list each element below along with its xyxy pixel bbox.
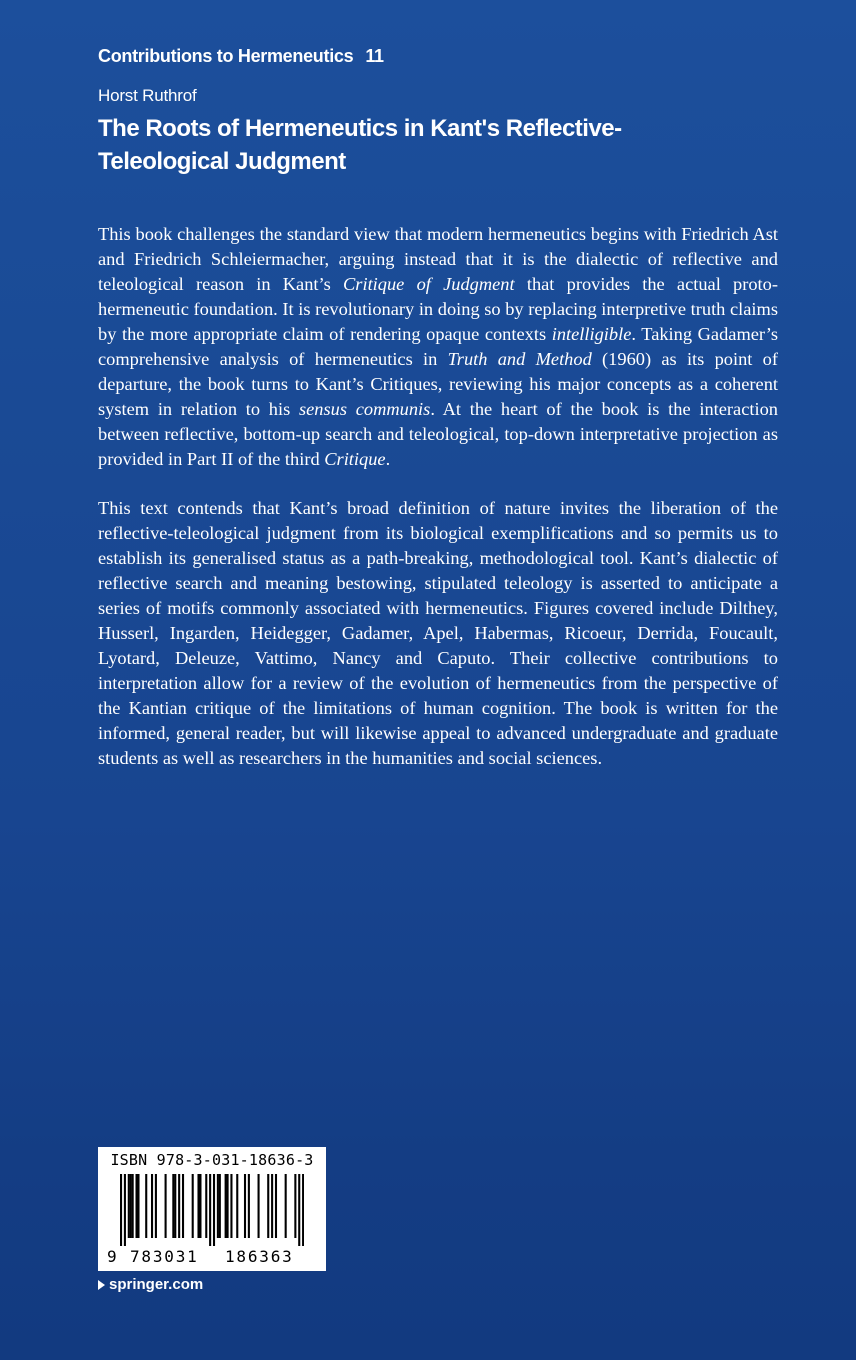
blurb-text: . [385, 449, 391, 469]
barcode-bar [145, 1174, 147, 1238]
barcode-bar [128, 1174, 130, 1238]
series-number: 11 [365, 46, 384, 66]
barcode-bar [130, 1174, 132, 1238]
barcode-bar [225, 1174, 227, 1238]
author-name: Horst Ruthrof [98, 86, 197, 105]
barcode-bar [197, 1174, 199, 1238]
barcode-bar [182, 1174, 184, 1238]
blurb-text: This book challenges the standard view that modern hermeneutics begins with Friedrich Ast and Friedrich Schleiermacher, arguing instead that it is the dialectic of reflective and teleological reason in Kant’s [98, 224, 778, 294]
barcode-bar [267, 1174, 269, 1238]
barcode-bar [135, 1174, 137, 1238]
barcode-bar [151, 1174, 153, 1238]
blurb-italic: sensus communis [298, 399, 431, 419]
series-title [98, 46, 384, 67]
barcode-guard-bar [209, 1174, 211, 1246]
ean-right-digits: 186363 [225, 1247, 294, 1266]
barcode-bar [227, 1174, 229, 1238]
publisher-link[interactable] [98, 1276, 203, 1293]
barcode-bar [219, 1174, 221, 1238]
barcode-bar [217, 1174, 219, 1238]
blurb-text: (1960) as its point of departure, the book turns to Kant’s Critiques, reviewing his major concepts as a coherent system in relation to his [98, 349, 778, 419]
publisher-website: springer.com [109, 1276, 204, 1293]
blurb-text: that provides the actual proto-hermeneutic foundation. It is revolutionary in doing so by replacing interpretive truth claims by the more appropriate claim of rendering opaque contexts [98, 274, 778, 344]
barcode-bar [205, 1174, 207, 1238]
barcode-bar [199, 1174, 201, 1238]
blurb-italic: Critique [324, 449, 386, 469]
arrow-right-icon [98, 1280, 105, 1290]
barcode-bar [172, 1174, 174, 1238]
barcode-bar [275, 1174, 277, 1238]
blurb-paragraph-2: This text contends that Kant’s broad definition of nature invites the liberation of the reflective-teleological judgment from its biological exemplifications and so permits us to establish its generalised status as a path-breaking, methodological tool. Kant’s dialectic of reflective search and meaning bestowing, stipulated teleology is asserted to anticipate a series of motifs commonly associated with hermeneutics. Figures covered include Dilthey, Husserl, Ingarden, Heidegger, Gadamer, Apel, Habermas, Ricoeur, Derrida, Foucault, Lyotard, Deleuze, Vattimo, Nancy and Caputo. Their collective contributions to interpretation allow for a review of the evolution of hermeneutics from the perspective of the Kantian critique of the limitations of human cognition. The book is written for the informed, general reader, but will likewise appeal to advanced undergraduate and graduate students as well as researchers in the humanities and social sciences. [98, 498, 778, 768]
barcode-bar [165, 1174, 167, 1238]
barcode-bar [230, 1174, 232, 1238]
blurb-text: . At the heart of the book is the interaction between reflective, bottom-up search and teleological, top-down interpretative projection as provided in Part II of the third [98, 399, 778, 469]
barcode-bar [244, 1174, 246, 1238]
series-name: Contributions to Hermeneutics [98, 46, 354, 66]
barcode-bar [192, 1174, 194, 1238]
barcode-bars [120, 1174, 304, 1246]
ean-first-digit: 9 [107, 1247, 117, 1266]
barcode-guard-bar [302, 1174, 304, 1246]
barcode-bar [248, 1174, 250, 1238]
barcode-bar [258, 1174, 260, 1238]
isbn-barcode [98, 1147, 326, 1271]
barcode-bar [236, 1174, 238, 1238]
barcode-guard-bar [298, 1174, 300, 1246]
barcode-bar [178, 1174, 180, 1238]
barcode-bar [132, 1174, 134, 1238]
barcode-guard-bar [213, 1174, 215, 1246]
blurb-paragraph-1 [98, 222, 778, 472]
barcode-bar [294, 1174, 296, 1238]
barcode-bar [285, 1174, 287, 1238]
book-title: The Roots of Hermeneutics in Kant's Reflective-Teleological Judgment [98, 115, 622, 175]
blurb-italic: intelligible [551, 324, 632, 344]
barcode-guard-bar [124, 1174, 126, 1246]
blurb-italic: Critique of Judgment [343, 274, 515, 294]
barcode-bar [155, 1174, 157, 1238]
barcode-bar [174, 1174, 176, 1238]
barcode-guard-bar [120, 1174, 122, 1246]
barcode-bar [271, 1174, 273, 1238]
blurb-italic: Truth and Method [447, 349, 592, 369]
barcode-bar [137, 1174, 139, 1238]
ean-left-digits: 783031 [130, 1247, 199, 1266]
isbn-label: ISBN 978-3-031-18636-3 [110, 1151, 314, 1169]
blurb-text: . Taking Gadamer’s comprehensive analysis of hermeneutics in [98, 324, 778, 369]
